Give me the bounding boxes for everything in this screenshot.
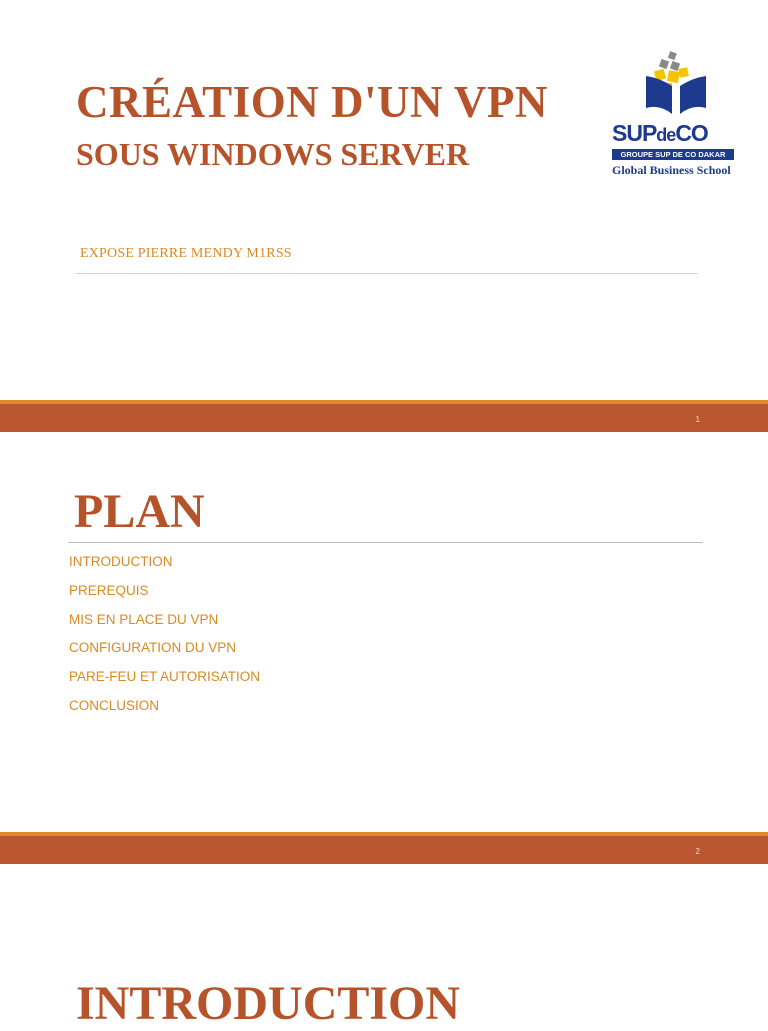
logo-wordmark-co: CO xyxy=(675,120,708,146)
plan-item-configuration: CONFIGURATION DU VPN xyxy=(69,640,237,656)
logo-wordmark-de: de xyxy=(656,125,676,145)
slide-1 xyxy=(0,0,768,400)
plan-item-prerequis: PREREQUIS xyxy=(69,582,149,598)
author-line: EXPOSE PIERRE MENDY M1RSS xyxy=(80,246,292,261)
slide-subtitle: SOUS WINDOWS SERVER xyxy=(76,136,470,172)
logo-wordmark-sup: SUP xyxy=(612,120,657,146)
slide-3 xyxy=(0,864,768,1030)
book-emblem-icon xyxy=(608,50,738,120)
slide-title: CRÉATION D'UN VPN xyxy=(76,77,548,127)
plan-list xyxy=(69,553,260,726)
plan-item-mise-en-place: MIS EN PLACE DU VPN xyxy=(69,611,219,627)
divider xyxy=(68,542,703,543)
page-number: 2 xyxy=(695,847,700,856)
plan-item-conclusion: CONCLUSION xyxy=(69,697,160,713)
slide-footer-band xyxy=(0,400,768,432)
logo-tagline: Global Business School xyxy=(612,163,731,177)
logo-wordmark xyxy=(612,120,708,147)
supdeco-logo xyxy=(608,50,738,180)
logo-banner: GROUPE SUP DE CO DAKAR xyxy=(612,149,734,160)
plan-title: PLAN xyxy=(74,485,205,538)
slide-2 xyxy=(0,432,768,832)
divider xyxy=(76,273,698,274)
plan-item-introduction: INTRODUCTION xyxy=(69,554,173,569)
introduction-title: INTRODUCTION xyxy=(76,977,461,1030)
page-number: 1 xyxy=(695,415,700,424)
plan-item-pare-feu: PARE-FEU ET AUTORISATION xyxy=(69,669,261,685)
slide-footer-band xyxy=(0,832,768,864)
